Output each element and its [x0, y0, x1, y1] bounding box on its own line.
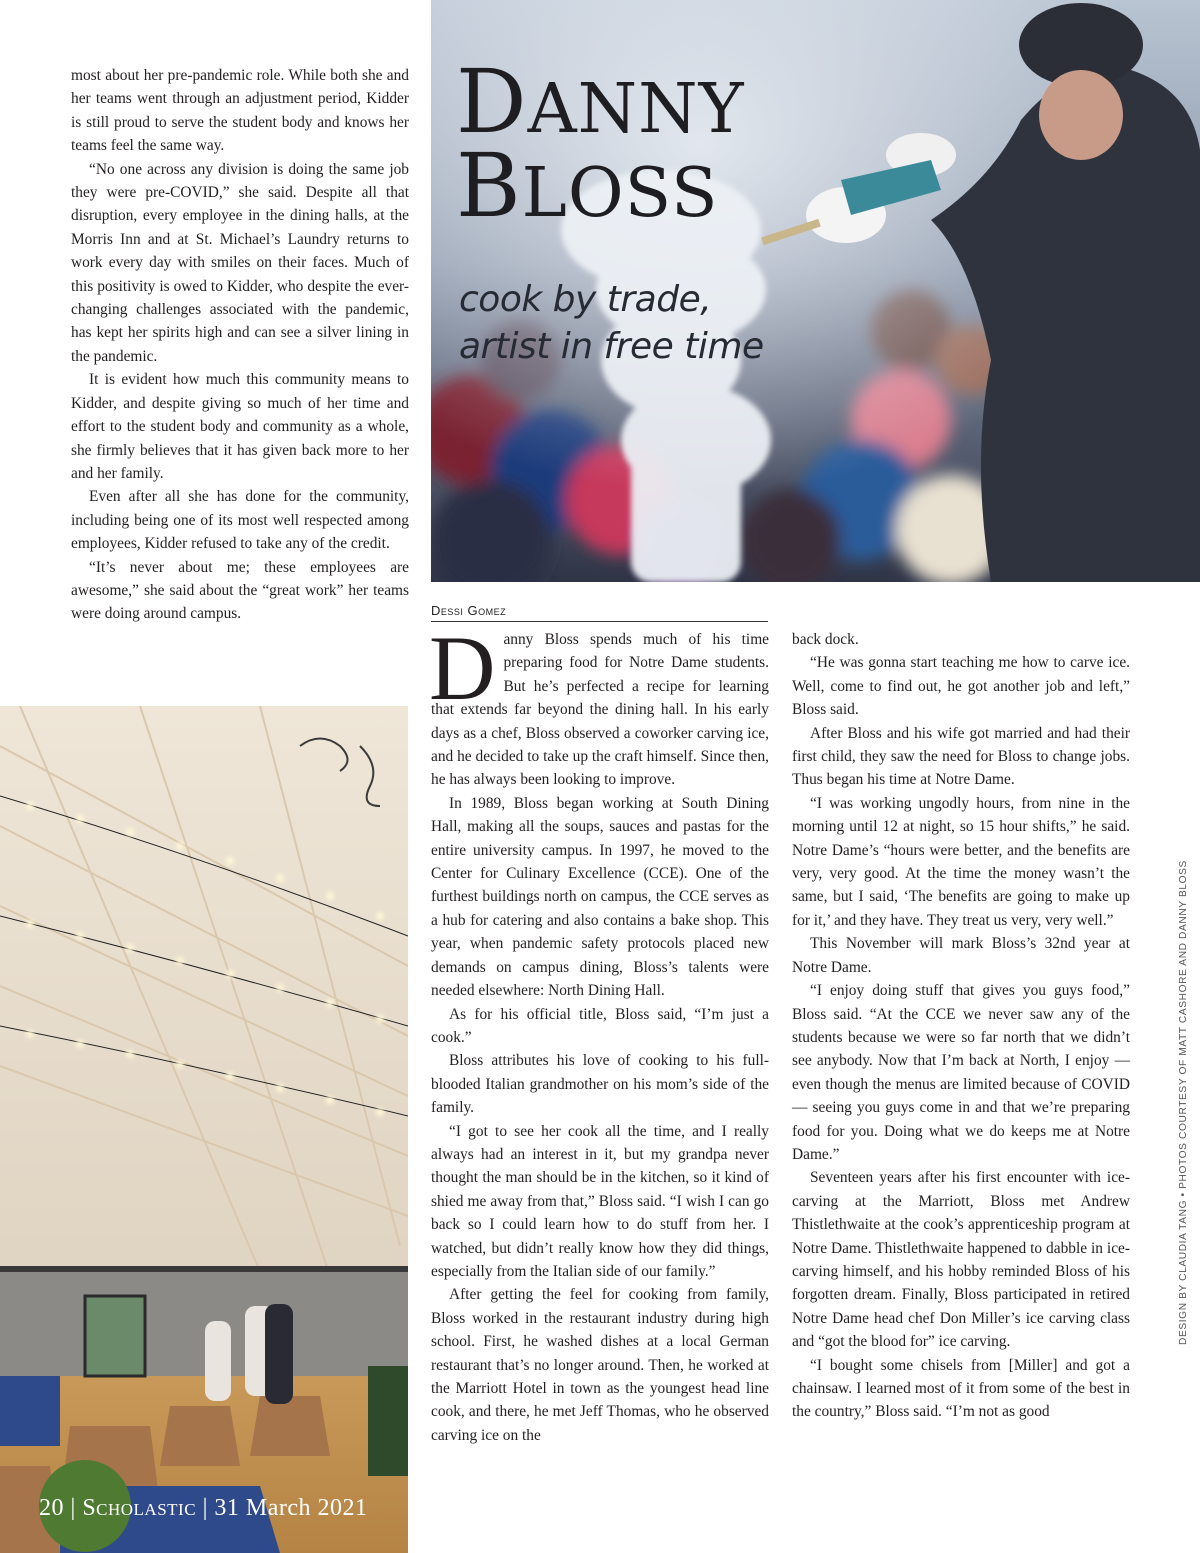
left-paragraph: “No one across any division is doing the same job they were pre-COVID,” she said. Despite all that disruption, every employee in the dining halls, at the Morris Inn and at St. Michael’s Laundry returns to work every day with smiles on their faces. Much of this positivity is owed to Kidder, who despite the ever-changing challenges associated with the pandemic, has kept her spirits high and can see a silver lining in the pandemic.: [71, 160, 409, 365]
right-paragraph: “I enjoy doing stuff that gives you guys food,” Bloss said. “At the CCE we never saw any of the students because we were so far north that we didn’t see anybody. Now that I’m back at North, I enjoy — even though the menus are limited because of COVID — seeing you guys come in and that we’re preparing food for you. Doing what we do keeps me at Notre Dame.”: [792, 982, 1130, 1163]
photo-credit: DESIGN BY CLAUDIA TANG • PHOTOS COURTESY OF MATT CASHORE AND DANNY BLOSS: [1178, 860, 1189, 1345]
middle-paragraph: After getting the feel for cooking from family, Bloss worked in the restaurant industry during high school. First, he washed dishes at a local German restaurant that’s no longer around. Then, he worked at the Marriott Hotel in town as the youngest head line cook, and there, he met Jeff Thomas, who he observed carving ice on the: [431, 1286, 769, 1444]
left-paragraph: Even after all she has done for the community, including being one of its most well respected among employees, Kidder refused to take any of the credit.: [71, 488, 409, 553]
middle-paragraph: “I got to see her cook all the time, and I really always had an interest in it, but my grandpa never thought the man should be in the kitchen, so it kind of shied me away from that,” Bloss said. “I wish I can go back so I could learn how to do stuff from her. I watched, but didn’t really know how they did things, especially from the Italian side of our family.”: [431, 1122, 769, 1280]
right-column: [792, 628, 1130, 1424]
headline: [456, 50, 745, 238]
subtitle-line2: artist in free time: [459, 326, 764, 367]
left-paragraph: It is evident how much this community means to Kidder, and despite giving so much of her time and effort to the student body and community as a whole, she firmly believes that it has given back more to her and her family.: [71, 371, 409, 482]
right-paragraph: “I bought some chisels from [Miller] and got a chainsaw. I learned most of it from some of the best in the country,” Bloss said. “I’m not as good: [792, 1356, 1130, 1421]
subtitle-line1: cook by trade,: [459, 279, 712, 320]
right-paragraph: After Bloss and his wife got married and had their first child, they saw the need for Bloss to change jobs. Thus began his time at Notre Dame.: [792, 724, 1130, 789]
left-paragraph: most about her pre-pandemic role. While both she and her teams went through an adjustment period, Kidder is still proud to serve the student body and knows her teams feel the same way.: [71, 67, 409, 155]
footer-divider: |: [64, 1495, 83, 1521]
lead-paragraph-text: anny Bloss spends much of his time preparing food for Notre Dame students. But he’s perfected a recipe for learning that extends far beyond the dining hall. In his early days as a chef, Bloss observed a coworker carving ice, and he decided to take up the craft himself. Since then, he has always been looking to improve.: [431, 631, 769, 789]
lead-paragraph: [429, 617, 769, 792]
middle-column: [429, 617, 769, 1447]
right-paragraph: “I was working ungodly hours, from nine in the morning until 12 at night, so 15 hour shifts,” he said. Notre Dame’s “hours were better, and the benefits are very, very good. At the time the money wasn’t the same, but I said, ‘The benefits are going to make up for it,’ and they have. They treat us very, very well.”: [792, 794, 1130, 929]
publication-name: Scholastic: [82, 1495, 197, 1521]
right-paragraph: back dock.: [792, 631, 859, 648]
subtitle: [459, 276, 764, 370]
middle-paragraph: Bloss attributes his love of cooking to his full-blooded Italian grandmother on his mom’s side of the family.: [431, 1052, 769, 1117]
issue-date: 31 March 2021: [214, 1495, 368, 1521]
left-paragraph: “It’s never about me; these employees are awesome,” she said about the “great work” her teams were doing around campus.: [71, 558, 409, 623]
drop-cap: D: [429, 617, 496, 719]
page-number: 20: [39, 1495, 64, 1521]
headline-line2: BLOSS: [456, 134, 719, 238]
tent-photo: [0, 706, 408, 1553]
left-column: [71, 64, 409, 626]
right-paragraph: “He was gonna start teaching me how to carve ice. Well, come to find out, he got another job and left,” Bloss said.: [792, 654, 1130, 719]
middle-paragraph: In 1989, Bloss began working at South Dining Hall, making all the soups, sauces and pastas for the entire university campus. In 1997, he moved to the Center for Culinary Excellence (CCE). One of the furthest buildings north on campus, the CCE serves as a hub for catering and also contains a bake shop. This year, when pandemic safety protocols placed new demands on campus dining, Bloss’s talents were needed elsewhere: North Dining Hall.: [431, 794, 769, 1000]
page-footer: [39, 1495, 368, 1522]
middle-paragraph: As for his official title, Bloss said, “I’m just a cook.”: [431, 1005, 769, 1046]
headline-line1: DANNY: [456, 50, 745, 153]
byline: Dessi Gomez: [431, 603, 768, 622]
footer-divider: |: [196, 1495, 215, 1521]
right-paragraph: This November will mark Bloss’s 32nd year at Notre Dame.: [792, 935, 1130, 976]
right-paragraph: Seventeen years after his first encounter with ice-carving at the Marriott, Bloss met Andrew Thistlethwaite at the cook’s apprenticeship program at Notre Dame. Thistlethwaite happened to dabble in ice-carving himself, and his hobby reminded Bloss of his forgotten dream. Finally, Bloss participated in retired Notre Dame head chef Don Miller’s ice carving class and “got the blood for” ice carving.: [792, 1169, 1130, 1351]
